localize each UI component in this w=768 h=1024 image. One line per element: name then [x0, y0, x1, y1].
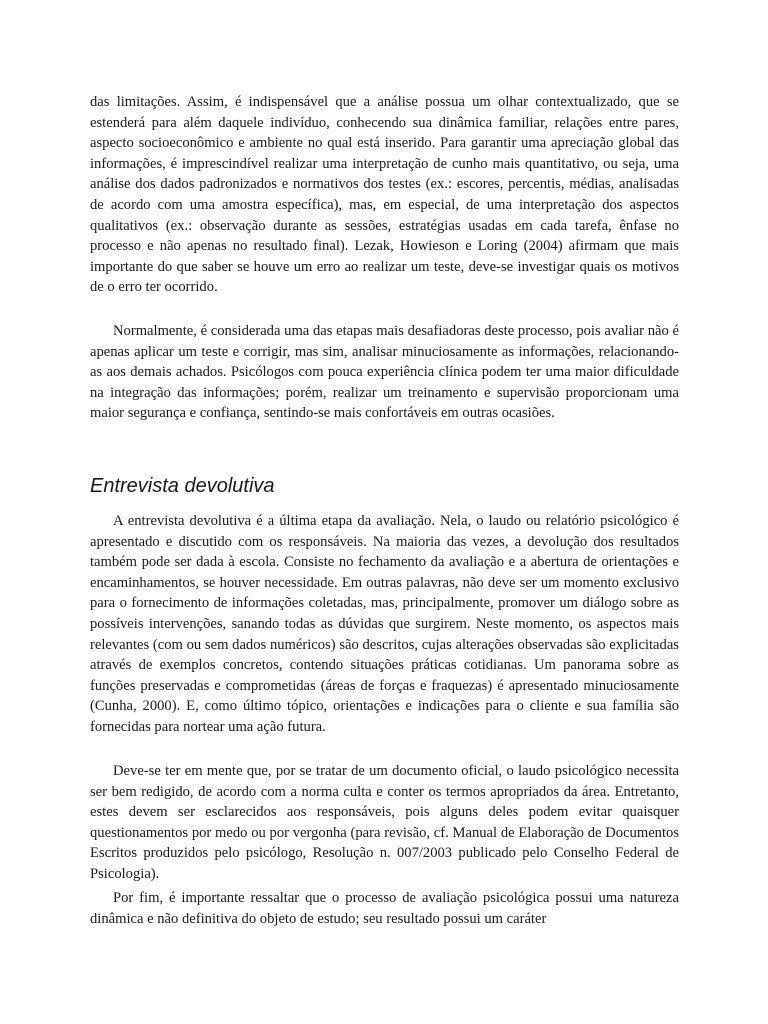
section-heading: Entrevista devolutiva [90, 475, 275, 497]
paragraph-continuation: das limitações. Assim, é indispensável que a análise possua um olhar contextualizado, que se estenderá para além daquele indivíduo, conhecendo sua dinâmica familiar, relações entre pares, aspecto socioeconômico e ambiente no qual está inserido. Para garantir uma apreciação global das informações, é imprescindível realizar uma interpretação de cunho mais quantitativo, ou seja, uma análise dos dados padronizados e normativos dos testes (ex.: escores, percentis, médias, analisadas de acordo com uma amostra específica), mas, em especial, de uma interpretação dos aspectos qualitativos (ex.: observação durante as sessões, estratégias usadas em cada tarefa, ênfase no processo e não apenas no resultado final). Lezak, Howieson e Loring (2004) afirmam que mais importante do que saber se houve um erro ao realizar um teste, deve-se investigar quais os motivos de o erro ter ocorrido. [90, 94, 679, 296]
paragraph-challenges: Normalmente, é considerada uma das etapas mais desafiadoras deste processo, pois avaliar não é apenas aplicar um teste e corrigir, mas sim, analisar minuciosamente as informações, relacionando-as aos demais achados. Psicólogos com pouca experiência clínica podem ter uma maior dificuldade na integração das informações; porém, realizar um treinamento e supervisão proporcionam uma maior segurança e confiança, sentindo-se mais confortáveis em outras ocasiões. [90, 323, 679, 422]
paragraph-feedback-interview: A entrevista devolutiva é a última etapa da avaliação. Nela, o laudo ou relatório psicológico é apresentado e discutido com os responsáveis. Na maioria das vezes, a devolução dos resultados também pode ser dada à escola. Consiste no fechamento da avaliação e a abertura de orientações e encaminhamentos, se houver necessidade. Em outras palavras, não deve ser um momento exclusivo para o fornecimento de informações coletadas, mas, principalmente, promover um diálogo sobre as possíveis intervenções, sanando todas as dúvidas que surgirem. Neste momento, os aspectos mais relevantes (com ou sem dados numéricos) são descritos, cujas alterações observadas são explicitadas através de exemplos concretos, contendo situações práticas cotidianas. Um panorama sobre as funções preservadas e comprometidas (áreas de forças e fraquezas) é apresentado minuciosamente (Cunha, 2000). E, como último tópico, orientações e indicações para o cliente e sua família são fornecidas para nortear uma ação futura. [90, 513, 679, 735]
paragraph-conclusion: Por fim, é importante ressaltar que o processo de avaliação psicológica possui uma natureza dinâmica e não definitiva do objeto de estudo; seu resultado possui um caráter [90, 890, 679, 927]
paragraph-report-writing: Deve-se ter em mente que, por se tratar de um documento oficial, o laudo psicológico necessita ser bem redigido, de acordo com a norma culta e conter os termos apropriados da área. Entretanto, estes devem ser esclarecidos aos responsáveis, pois alguns deles podem evitar quaisquer questionamentos por medo ou por vergonha (para revisão, cf. Manual de Elaboração de Documentos Escritos produzidos pelo psicólogo, Resolução n. 007/2003 publicado pelo Conselho Federal de Psicologia). [90, 763, 679, 882]
